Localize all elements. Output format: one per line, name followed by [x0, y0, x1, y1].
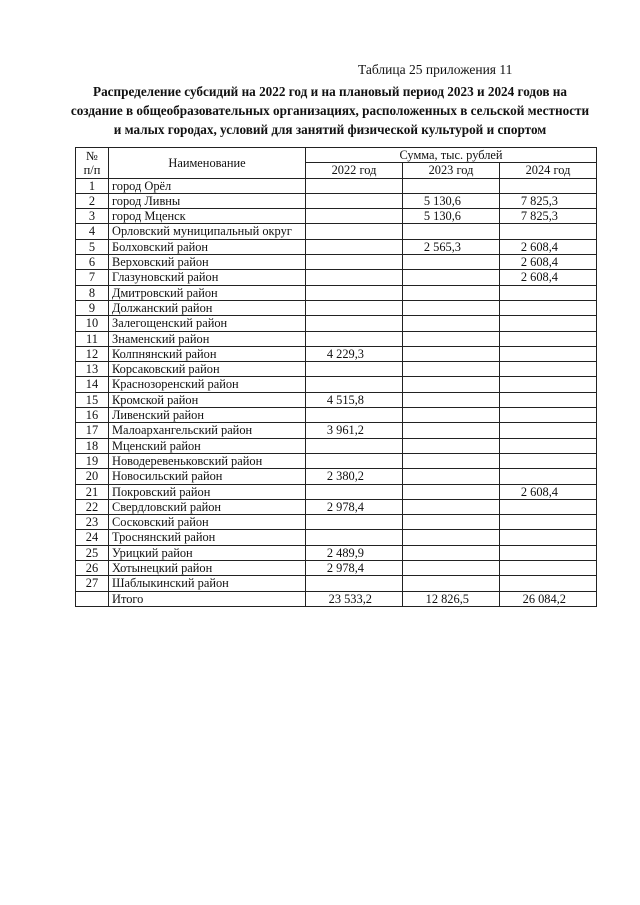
table-row [76, 239, 597, 254]
row-value-2022 [306, 331, 403, 346]
row-value-2022: 2 978,4 [306, 499, 403, 514]
total-row [76, 591, 597, 606]
table-row [76, 530, 597, 545]
row-value-2024 [500, 362, 597, 377]
row-name: Мценский район [109, 438, 306, 453]
row-value-2022 [306, 484, 403, 499]
row-value-2024 [500, 545, 597, 560]
row-name: Новодеревеньковский район [109, 453, 306, 468]
row-number: 22 [76, 499, 109, 514]
row-value-2024 [500, 530, 597, 545]
table-row [76, 300, 597, 315]
row-value-2023 [403, 423, 500, 438]
row-value-2022 [306, 193, 403, 208]
row-number: 20 [76, 469, 109, 484]
row-value-2023 [403, 499, 500, 514]
table-row [76, 255, 597, 270]
row-value-2022 [306, 576, 403, 591]
row-value-2024 [500, 224, 597, 239]
header-year-2024: 2024 год [500, 163, 597, 178]
row-value-2023 [403, 178, 500, 193]
row-value-2022: 2 489,9 [306, 545, 403, 560]
row-value-2023 [403, 255, 500, 270]
row-value-2022 [306, 285, 403, 300]
row-value-2023 [403, 316, 500, 331]
table-row [76, 193, 597, 208]
row-value-2024 [500, 515, 597, 530]
row-value-2024 [500, 499, 597, 514]
row-value-2023 [403, 285, 500, 300]
row-value-2023 [403, 224, 500, 239]
row-number: 7 [76, 270, 109, 285]
table-row [76, 408, 597, 423]
table-row [76, 178, 597, 193]
row-name: Новосильский район [109, 469, 306, 484]
header-row [76, 148, 597, 163]
row-value-2024 [500, 561, 597, 576]
header-year-2022: 2022 год [306, 163, 403, 178]
row-value-2022 [306, 300, 403, 315]
table-row [76, 423, 597, 438]
row-value-2024: 2 608,4 [500, 484, 597, 499]
row-value-2023 [403, 270, 500, 285]
row-value-2022 [306, 530, 403, 545]
row-name: Дмитровский район [109, 285, 306, 300]
row-name: Краснозоренский район [109, 377, 306, 392]
title-line: и малых городах, условий для занятий физической культурой и спортом [113, 122, 547, 137]
row-value-2024 [500, 469, 597, 484]
row-value-2024 [500, 285, 597, 300]
header-name: Наименование [109, 148, 306, 179]
row-number: 6 [76, 255, 109, 270]
row-value-2024 [500, 423, 597, 438]
table-row [76, 331, 597, 346]
row-number: 2 [76, 193, 109, 208]
row-value-2022 [306, 362, 403, 377]
row-number: 24 [76, 530, 109, 545]
table-row [76, 515, 597, 530]
row-value-2024 [500, 438, 597, 453]
row-value-2024: 7 825,3 [500, 209, 597, 224]
row-name: Малоархангельский район [109, 423, 306, 438]
row-value-2022 [306, 316, 403, 331]
table-row [76, 561, 597, 576]
row-name: Корсаковский район [109, 362, 306, 377]
row-number: 23 [76, 515, 109, 530]
total-label: Итого [109, 591, 306, 606]
row-number: 26 [76, 561, 109, 576]
row-value-2022 [306, 270, 403, 285]
row-value-2022 [306, 453, 403, 468]
row-name: Кромской район [109, 392, 306, 407]
row-value-2022 [306, 377, 403, 392]
total-2023: 12 826,5 [403, 591, 500, 606]
row-name: Троснянский район [109, 530, 306, 545]
total-num-cell [76, 591, 109, 606]
table-row [76, 438, 597, 453]
row-number: 5 [76, 239, 109, 254]
row-number: 27 [76, 576, 109, 591]
row-value-2024 [500, 377, 597, 392]
table-row [76, 362, 597, 377]
row-name: Урицкий район [109, 545, 306, 560]
row-value-2024 [500, 408, 597, 423]
row-number: 16 [76, 408, 109, 423]
row-name: город Ливны [109, 193, 306, 208]
row-value-2023: 2 565,3 [403, 239, 500, 254]
row-value-2024 [500, 453, 597, 468]
document-title [60, 82, 600, 139]
row-name: город Орёл [109, 178, 306, 193]
table-row [76, 392, 597, 407]
header-sum-group: Сумма, тыс. рублей [306, 148, 597, 163]
row-name: Шаблыкинский район [109, 576, 306, 591]
row-name: Болховский район [109, 239, 306, 254]
table-row [76, 377, 597, 392]
row-value-2024: 2 608,4 [500, 239, 597, 254]
row-value-2023 [403, 453, 500, 468]
row-name: Знаменский район [109, 331, 306, 346]
table-row [76, 545, 597, 560]
row-number: 18 [76, 438, 109, 453]
table-row [76, 316, 597, 331]
row-value-2023: 5 130,6 [403, 193, 500, 208]
row-name: город Мценск [109, 209, 306, 224]
table-row [76, 209, 597, 224]
table-row [76, 576, 597, 591]
header-num-line1: № [86, 148, 98, 163]
row-number: 10 [76, 316, 109, 331]
row-name: Орловский муниципальный округ [109, 224, 306, 239]
row-number: 13 [76, 362, 109, 377]
row-value-2022: 4 515,8 [306, 392, 403, 407]
subsidy-table [75, 147, 597, 607]
row-value-2022: 4 229,3 [306, 346, 403, 361]
table-row [76, 484, 597, 499]
row-name: Хотынецкий район [109, 561, 306, 576]
row-value-2022 [306, 515, 403, 530]
row-value-2024: 7 825,3 [500, 193, 597, 208]
row-name: Залегощенский район [109, 316, 306, 331]
row-value-2024 [500, 300, 597, 315]
row-name: Ливенский район [109, 408, 306, 423]
row-value-2022 [306, 178, 403, 193]
row-number: 4 [76, 224, 109, 239]
row-number: 12 [76, 346, 109, 361]
row-value-2023 [403, 362, 500, 377]
row-value-2024 [500, 346, 597, 361]
header-year-2023: 2023 год [403, 163, 500, 178]
row-value-2023 [403, 530, 500, 545]
header-num-line2: п/п [83, 162, 101, 177]
table-body [76, 178, 597, 591]
row-value-2023 [403, 515, 500, 530]
row-value-2022: 2 978,4 [306, 561, 403, 576]
table-row [76, 453, 597, 468]
total-2024: 26 084,2 [500, 591, 597, 606]
row-value-2023 [403, 408, 500, 423]
row-value-2024 [500, 576, 597, 591]
row-value-2023 [403, 438, 500, 453]
total-2022: 23 533,2 [306, 591, 403, 606]
title-line: создание в общеобразовательных организациях, расположенных в сельской местности [70, 103, 590, 118]
row-value-2023 [403, 545, 500, 560]
row-name: Должанский район [109, 300, 306, 315]
row-value-2024 [500, 178, 597, 193]
document-reference: Таблица 25 приложения 11 [358, 62, 513, 77]
row-number: 8 [76, 285, 109, 300]
table-row [76, 285, 597, 300]
row-value-2023 [403, 300, 500, 315]
title-line: Распределение субсидий на 2022 год и на плановый период 2023 и 2024 годов на [93, 84, 567, 99]
row-number: 15 [76, 392, 109, 407]
row-name: Покровский район [109, 484, 306, 499]
row-value-2023 [403, 469, 500, 484]
row-value-2023 [403, 331, 500, 346]
row-number: 9 [76, 300, 109, 315]
row-value-2023 [403, 346, 500, 361]
table-row [76, 224, 597, 239]
row-number: 21 [76, 484, 109, 499]
row-value-2023 [403, 576, 500, 591]
row-value-2022 [306, 209, 403, 224]
row-name: Сосковский район [109, 515, 306, 530]
row-value-2023 [403, 377, 500, 392]
row-name: Колпнянский район [109, 346, 306, 361]
row-number: 25 [76, 545, 109, 560]
row-value-2023: 5 130,6 [403, 209, 500, 224]
row-number: 17 [76, 423, 109, 438]
row-value-2024 [500, 316, 597, 331]
row-number: 3 [76, 209, 109, 224]
row-value-2024 [500, 331, 597, 346]
row-value-2022 [306, 408, 403, 423]
row-value-2024: 2 608,4 [500, 255, 597, 270]
row-name: Глазуновский район [109, 270, 306, 285]
row-name: Свердловский район [109, 499, 306, 514]
table-row [76, 346, 597, 361]
row-number: 1 [76, 178, 109, 193]
row-name: Верховский район [109, 255, 306, 270]
row-value-2022 [306, 239, 403, 254]
row-value-2022 [306, 438, 403, 453]
table-row [76, 270, 597, 285]
row-value-2023 [403, 484, 500, 499]
row-value-2023 [403, 392, 500, 407]
row-number: 11 [76, 331, 109, 346]
row-value-2022: 2 380,2 [306, 469, 403, 484]
row-number: 19 [76, 453, 109, 468]
row-value-2022 [306, 224, 403, 239]
row-value-2022 [306, 255, 403, 270]
row-value-2024: 2 608,4 [500, 270, 597, 285]
row-value-2022: 3 961,2 [306, 423, 403, 438]
header-num [76, 148, 109, 179]
table-row [76, 499, 597, 514]
row-value-2023 [403, 561, 500, 576]
table-row [76, 469, 597, 484]
row-value-2024 [500, 392, 597, 407]
row-number: 14 [76, 377, 109, 392]
